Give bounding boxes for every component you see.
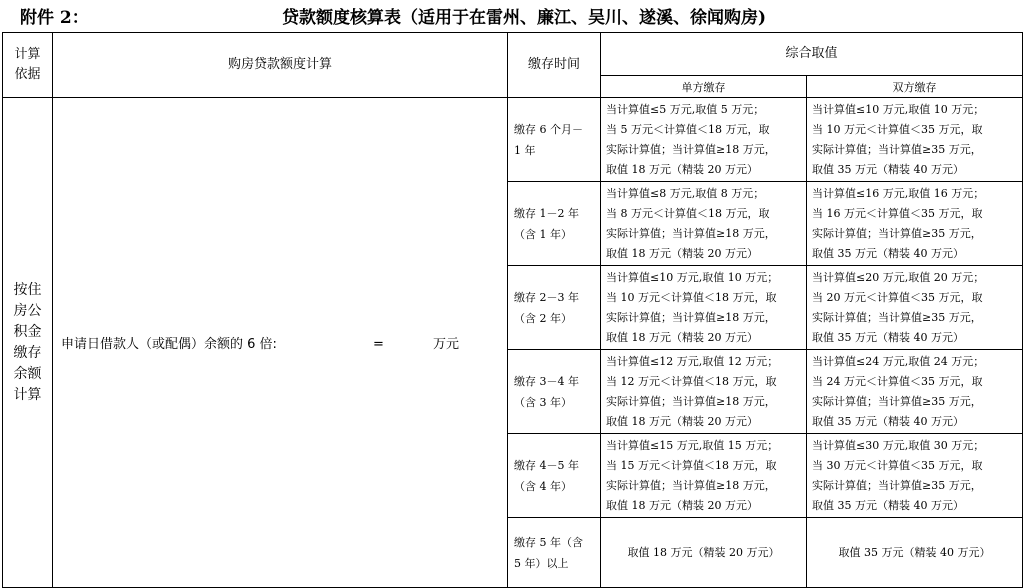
col-header-basis: 计算依据 xyxy=(3,33,53,98)
double-deposit-cell: 当计算值≤30 万元,取值 30 万元； 当 30 万元＜计算值＜35 万元，取 实际计算值；当计算值≥35 万元， 取值 35 万元（精装 40 万元） xyxy=(807,434,1023,518)
single-deposit-cell: 取值 18 万元（精装 20 万元） xyxy=(601,518,807,588)
duration-cell: 缴存 3－4 年 （含 3 年） xyxy=(508,350,601,434)
single-deposit-cell: 当计算值≤10 万元,取值 10 万元； 当 10 万元＜计算值＜18 万元，取 实际计算值；当计算值≥18 万元， 取值 18 万元（精装 20 万元） xyxy=(601,266,807,350)
subheader-single: 单方缴存 xyxy=(601,76,807,98)
duration-cell: 缴存 6 个月－ 1 年 xyxy=(508,98,601,182)
double-deposit-cell: 当计算值≤20 万元,取值 20 万元； 当 20 万元＜计算值＜35 万元，取 实际计算值；当计算值≥35 万元， 取值 35 万元（精装 40 万元） xyxy=(807,266,1023,350)
duration-cell: 缴存 5 年（含 5 年）以上 xyxy=(508,518,601,588)
header-row xyxy=(3,33,1023,76)
loan-quota-table xyxy=(2,32,1023,588)
attachment-label: 附件 2： xyxy=(20,8,89,28)
formula-unit: 万元 xyxy=(433,337,460,352)
double-deposit-cell: 取值 35 万元（精装 40 万元） xyxy=(807,518,1023,588)
double-deposit-cell: 当计算值≤16 万元,取值 16 万元； 当 16 万元＜计算值＜35 万元，取 实际计算值；当计算值≥35 万元， 取值 35 万元（精装 40 万元） xyxy=(807,182,1023,266)
duration-cell: 缴存 4－5 年 （含 4 年） xyxy=(508,434,601,518)
single-deposit-cell: 当计算值≤15 万元,取值 15 万元； 当 15 万元＜计算值＜18 万元，取 实际计算值；当计算值≥18 万元， 取值 18 万元（精装 20 万元） xyxy=(601,434,807,518)
formula-text: 申请日借款人（或配偶）余额的 6 倍: xyxy=(61,337,277,352)
document-title: 贷款额度核算表（适用于在雷州、廉江、吴川、遂溪、徐闻购房) xyxy=(282,8,767,28)
duration-cell: 缴存 1－2 年 （含 1 年） xyxy=(508,182,601,266)
table-row xyxy=(3,98,1023,182)
col-header-value: 综合取值 xyxy=(601,33,1023,76)
single-deposit-cell: 当计算值≤5 万元,取值 5 万元； 当 5 万元＜计算值＜18 万元，取 实际计算值；当计算值≥18 万元， 取值 18 万元（精装 20 万元） xyxy=(601,98,807,182)
double-deposit-cell: 当计算值≤10 万元,取值 10 万元； 当 10 万元＜计算值＜35 万元，取 实际计算值；当计算值≥35 万元， 取值 35 万元（精装 40 万元） xyxy=(807,98,1023,182)
formula-cell xyxy=(53,98,508,588)
formula-equals: = xyxy=(373,337,384,352)
col-header-calc: 购房贷款额度计算 xyxy=(53,33,508,98)
col-header-duration: 缴存时间 xyxy=(508,33,601,98)
subheader-double: 双方缴存 xyxy=(807,76,1023,98)
table-body xyxy=(3,98,1023,588)
double-deposit-cell: 当计算值≤24 万元,取值 24 万元； 当 24 万元＜计算值＜35 万元，取 实际计算值；当计算值≥35 万元， 取值 35 万元（精装 40 万元） xyxy=(807,350,1023,434)
single-deposit-cell: 当计算值≤8 万元,取值 8 万元； 当 8 万元＜计算值＜18 万元，取 实际计算值；当计算值≥18 万元， 取值 18 万元（精装 20 万元） xyxy=(601,182,807,266)
document-heading xyxy=(0,0,1026,30)
single-deposit-cell: 当计算值≤12 万元,取值 12 万元； 当 12 万元＜计算值＜18 万元，取 实际计算值；当计算值≥18 万元， 取值 18 万元（精装 20 万元） xyxy=(601,350,807,434)
basis-cell: 按住房公积金缴存余额计算 xyxy=(3,98,53,588)
duration-cell: 缴存 2－3 年 （含 2 年） xyxy=(508,266,601,350)
